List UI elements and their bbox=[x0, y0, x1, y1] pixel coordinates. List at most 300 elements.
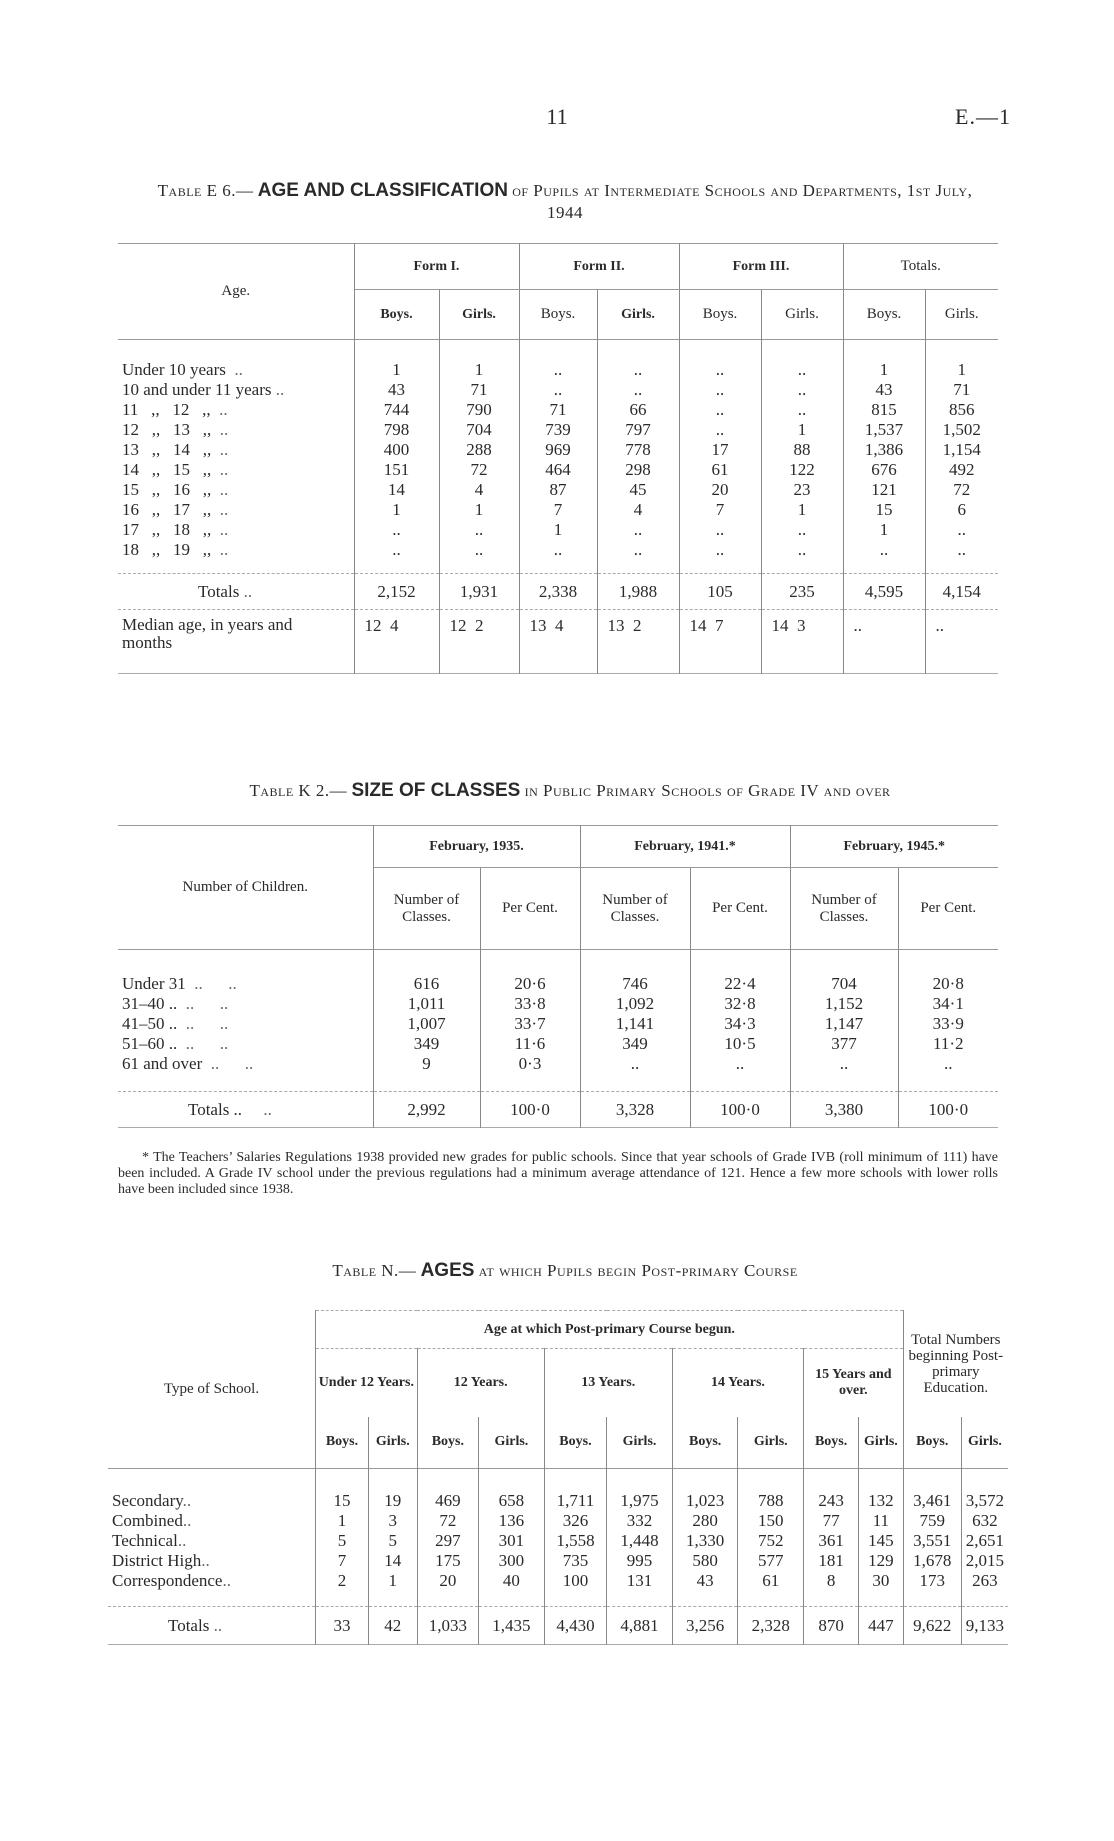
table-cell: 632 bbox=[972, 1510, 998, 1530]
spacer-cell bbox=[354, 560, 439, 574]
table-cell: 1 bbox=[439, 500, 519, 520]
table-cell: 121 bbox=[843, 480, 925, 500]
row-label-text: Secondary bbox=[112, 1490, 183, 1510]
table-cell: .. bbox=[761, 520, 843, 540]
row-label-dots: .. bbox=[201, 1550, 210, 1570]
table-cell: 288 bbox=[439, 440, 519, 460]
table-cell: .. bbox=[439, 540, 519, 560]
table-e6-group-header: Totals. bbox=[843, 244, 998, 290]
table-n-sub-header: Girls. bbox=[479, 1417, 545, 1469]
table-cell: 23 bbox=[761, 480, 843, 500]
table-cell: 1,711 bbox=[544, 1491, 606, 1511]
table-row bbox=[108, 1511, 1008, 1531]
table-cell: 87 bbox=[519, 480, 597, 500]
table-k2-group-header: February, 1945.* bbox=[790, 826, 998, 868]
table-n bbox=[108, 1310, 1008, 1645]
table-cell: 969 bbox=[519, 440, 597, 460]
table-cell: 361 bbox=[804, 1531, 859, 1551]
median-row bbox=[118, 610, 998, 674]
row-label bbox=[118, 380, 354, 400]
totals-cell: 1,931 bbox=[439, 574, 519, 610]
table-cell: 1 bbox=[761, 420, 843, 440]
table-n-sub-header: Girls. bbox=[607, 1417, 673, 1469]
table-cell: 1,023 bbox=[672, 1491, 738, 1511]
totals-cell: 100·0 bbox=[690, 1092, 790, 1128]
table-cell: 20·8 bbox=[932, 973, 964, 993]
spacer-cell bbox=[118, 950, 373, 974]
median-cell: .. bbox=[935, 616, 944, 635]
spacer-cell bbox=[898, 1074, 998, 1092]
median-label-line2: months bbox=[122, 633, 173, 652]
table-cell: 1,448 bbox=[607, 1531, 673, 1551]
spacer-cell bbox=[672, 1469, 738, 1491]
totals-cell: 4,881 bbox=[607, 1607, 673, 1645]
table-cell: 145 bbox=[859, 1531, 903, 1551]
table-cell: 1,152 bbox=[790, 994, 898, 1014]
table-cell: 1,502 bbox=[942, 419, 981, 439]
totals-cell: 2,152 bbox=[354, 574, 439, 610]
totals-label-dots: .. bbox=[213, 1615, 223, 1635]
median-cell: 12 4 bbox=[354, 610, 439, 674]
table-cell: 40 bbox=[479, 1571, 545, 1591]
row-label-text: 16 ,, 17 ,, bbox=[122, 499, 212, 519]
totals-row bbox=[118, 1092, 998, 1128]
spacer-cell bbox=[108, 1469, 316, 1491]
table-cell: 1 bbox=[368, 1571, 417, 1591]
totals-cell: 2,328 bbox=[738, 1607, 804, 1645]
table-cell: 77 bbox=[804, 1511, 859, 1531]
table-k2 bbox=[118, 825, 998, 1128]
table-row bbox=[118, 1034, 998, 1054]
totals-cell: 2,992 bbox=[373, 1092, 480, 1128]
table-cell: 2,015 bbox=[965, 1550, 1005, 1570]
table-cell: .. bbox=[519, 360, 597, 380]
table-cell: 298 bbox=[597, 460, 679, 480]
table-row bbox=[118, 974, 998, 994]
table-n-sub-header: Girls. bbox=[738, 1417, 804, 1469]
row-label-text: 12 ,, 13 ,, bbox=[122, 419, 212, 439]
table-e6-sub-header: Boys. bbox=[354, 290, 439, 340]
table-e6-caption-bold: AGE AND CLASSIFICATION bbox=[257, 180, 508, 201]
spacer-cell bbox=[519, 560, 597, 574]
spacer-cell bbox=[479, 1591, 545, 1607]
row-label bbox=[118, 500, 354, 520]
spacer-cell bbox=[898, 950, 998, 974]
table-row bbox=[118, 1054, 998, 1074]
table-row bbox=[118, 460, 998, 480]
table-cell: 297 bbox=[417, 1531, 478, 1551]
totals-cell: 42 bbox=[368, 1607, 417, 1645]
spacer-cell bbox=[118, 1074, 373, 1092]
table-cell: .. bbox=[597, 380, 679, 400]
median-cell: 13 2 bbox=[597, 610, 679, 674]
spacer-cell bbox=[519, 340, 597, 360]
table-k2-group-header: February, 1941.* bbox=[580, 826, 790, 868]
table-cell: 175 bbox=[417, 1551, 478, 1571]
table-cell: 746 bbox=[580, 974, 690, 994]
table-cell: 0·3 bbox=[480, 1054, 580, 1074]
table-e6-caption bbox=[150, 180, 980, 224]
spacer-cell bbox=[118, 560, 354, 574]
spacer-cell bbox=[580, 950, 690, 974]
table-k2-sub-header: Number of Classes. bbox=[580, 868, 690, 950]
table-cell: 735 bbox=[544, 1551, 606, 1571]
table-cell: 15 bbox=[316, 1491, 369, 1511]
table-cell: 815 bbox=[843, 400, 925, 420]
table-e6-group-header: Form I. bbox=[354, 244, 519, 290]
table-cell: 43 bbox=[672, 1571, 738, 1591]
table-row bbox=[118, 380, 998, 400]
table-k2-row-header: Number of Children. bbox=[118, 826, 373, 950]
table-n-caption bbox=[150, 1260, 980, 1282]
table-cell: .. bbox=[790, 1054, 898, 1074]
row-label-text: 14 ,, 15 ,, bbox=[122, 459, 212, 479]
totals-cell: 2,338 bbox=[519, 574, 597, 610]
table-e6-caption-prefix: Table E 6.— bbox=[157, 181, 254, 200]
table-cell: .. bbox=[679, 400, 761, 420]
row-label-text: Under 31 bbox=[122, 973, 186, 993]
table-e6-sub-header: Girls. bbox=[597, 290, 679, 340]
table-cell: 3,551 bbox=[903, 1531, 961, 1551]
row-label bbox=[118, 1034, 373, 1054]
table-e6-sub-header: Girls. bbox=[439, 290, 519, 340]
table-cell: 88 bbox=[761, 440, 843, 460]
totals-label bbox=[118, 1092, 373, 1128]
table-cell: .. bbox=[761, 380, 843, 400]
table-cell: 349 bbox=[580, 1034, 690, 1054]
table-cell: .. bbox=[580, 1054, 690, 1074]
table-cell: .. bbox=[679, 360, 761, 380]
spacer-cell bbox=[597, 560, 679, 574]
table-cell: 464 bbox=[519, 460, 597, 480]
spacer-cell bbox=[417, 1469, 478, 1491]
table-n-sub-header: Girls. bbox=[368, 1417, 417, 1469]
table-k2-caption-bold: SIZE OF CLASSES bbox=[351, 780, 521, 801]
row-label-text: Technical bbox=[112, 1530, 178, 1550]
totals-label-dots: .. bbox=[246, 1099, 272, 1119]
table-cell: .. bbox=[354, 540, 439, 560]
table-cell: 1 bbox=[843, 360, 925, 380]
table-cell: 1,007 bbox=[373, 1014, 480, 1034]
table-cell: 300 bbox=[479, 1551, 545, 1571]
table-n-sub-header: Girls. bbox=[859, 1417, 903, 1469]
spacer-cell bbox=[790, 1074, 898, 1092]
row-label-text: 10 and under 11 years bbox=[122, 379, 272, 399]
table-row bbox=[118, 480, 998, 500]
table-cell: 580 bbox=[672, 1551, 738, 1571]
table-n-caption-rest: at which Pupils begin Post-primary Course bbox=[478, 1261, 798, 1280]
table-k2-body bbox=[118, 950, 998, 1128]
table-cell: 658 bbox=[479, 1491, 545, 1511]
row-label-text: District High bbox=[112, 1550, 202, 1570]
table-cell: 11 bbox=[859, 1511, 903, 1531]
table-e6-age-header: Age. bbox=[118, 244, 354, 340]
table-k2-sub-header: Per Cent. bbox=[920, 900, 977, 916]
table-n-sub-header: Boys. bbox=[316, 1417, 369, 1469]
spacer-cell bbox=[804, 1591, 859, 1607]
spacer-cell bbox=[859, 1469, 903, 1491]
table-cell: 15 bbox=[843, 500, 925, 520]
spacer-cell bbox=[316, 1469, 369, 1491]
row-label-text: 31–40 .. bbox=[122, 993, 178, 1013]
table-cell: 7 bbox=[679, 500, 761, 520]
table-cell: 790 bbox=[439, 400, 519, 420]
table-e6-group-header: Form III. bbox=[679, 244, 843, 290]
table-cell: 22·4 bbox=[690, 974, 790, 994]
table-cell: .. bbox=[944, 1053, 953, 1073]
spacer-row bbox=[108, 1591, 1008, 1607]
row-label-dots: .. bbox=[225, 359, 243, 379]
table-cell: 788 bbox=[738, 1491, 804, 1511]
table-cell: .. bbox=[519, 380, 597, 400]
totals-cell: 100·0 bbox=[928, 1099, 969, 1119]
table-row bbox=[108, 1571, 1008, 1591]
table-cell: .. bbox=[679, 540, 761, 560]
table-cell: 349 bbox=[373, 1034, 480, 1054]
table-cell: 778 bbox=[597, 440, 679, 460]
table-k2-caption-rest: in Public Primary Schools of Grade IV and over bbox=[524, 781, 891, 800]
table-cell: 856 bbox=[949, 399, 975, 419]
table-n-group-header: Under 12 Years. bbox=[316, 1349, 418, 1417]
table-cell: 5 bbox=[368, 1531, 417, 1551]
spacer-cell bbox=[479, 1469, 545, 1491]
table-cell: 1 bbox=[316, 1511, 369, 1531]
table-cell: 136 bbox=[479, 1511, 545, 1531]
table-cell: 1,386 bbox=[843, 440, 925, 460]
spacer-cell bbox=[480, 1074, 580, 1092]
totals-cell: 3,256 bbox=[672, 1607, 738, 1645]
totals-cell: 4,430 bbox=[544, 1607, 606, 1645]
table-cell: 301 bbox=[479, 1531, 545, 1551]
table-cell: 20 bbox=[679, 480, 761, 500]
row-label bbox=[118, 1054, 373, 1074]
table-n-caption-bold: AGES bbox=[420, 1260, 475, 1281]
row-label bbox=[108, 1511, 316, 1531]
spacer-cell bbox=[761, 340, 843, 360]
totals-label-text: Totals bbox=[198, 581, 240, 601]
row-label bbox=[118, 460, 354, 480]
spacer-cell bbox=[108, 1591, 316, 1607]
table-cell: .. bbox=[679, 380, 761, 400]
median-label bbox=[118, 610, 354, 674]
table-cell: 20·6 bbox=[480, 974, 580, 994]
table-cell: 577 bbox=[738, 1551, 804, 1571]
row-label-dots: .. bbox=[211, 479, 229, 499]
table-n-sub-header: Boys. bbox=[544, 1417, 606, 1469]
table-row bbox=[118, 420, 998, 440]
row-label bbox=[118, 994, 373, 1014]
median-label-line1: Median age, in years and bbox=[122, 615, 293, 634]
table-cell: 71 bbox=[439, 380, 519, 400]
spacer-row bbox=[118, 1074, 998, 1092]
table-cell: 1 bbox=[354, 360, 439, 380]
table-cell: 66 bbox=[597, 400, 679, 420]
table-cell: 752 bbox=[738, 1531, 804, 1551]
table-cell: 10·5 bbox=[690, 1034, 790, 1054]
totals-label-text: Totals .. bbox=[188, 1099, 243, 1119]
table-cell: 3,461 bbox=[903, 1491, 961, 1511]
spacer-cell bbox=[738, 1469, 804, 1491]
row-label-text: 61 and over bbox=[122, 1053, 203, 1073]
table-cell: 7 bbox=[519, 500, 597, 520]
spacer-cell bbox=[690, 950, 790, 974]
table-cell: 71 bbox=[519, 400, 597, 420]
table-cell: 1,092 bbox=[580, 994, 690, 1014]
row-label-text: Combined bbox=[112, 1510, 183, 1530]
table-k2-group-header: February, 1935. bbox=[373, 826, 580, 868]
table-k2-caption-prefix: Table K 2.— bbox=[249, 781, 348, 800]
row-label bbox=[118, 520, 354, 540]
table-cell: 8 bbox=[804, 1571, 859, 1591]
table-cell: 1,678 bbox=[903, 1551, 961, 1571]
totals-cell: 9,133 bbox=[965, 1615, 1005, 1635]
spacer-cell bbox=[903, 1469, 961, 1491]
table-row bbox=[118, 500, 998, 520]
spacer-cell bbox=[607, 1469, 673, 1491]
row-label bbox=[118, 440, 354, 460]
table-cell: 19 bbox=[368, 1491, 417, 1511]
row-label-text: 18 ,, 19 ,, bbox=[122, 539, 212, 559]
table-k2-sub-header: Per Cent. bbox=[480, 868, 580, 950]
table-e6-sub-header: Boys. bbox=[519, 290, 597, 340]
table-cell: 20 bbox=[417, 1571, 478, 1591]
spacer-cell bbox=[544, 1591, 606, 1607]
table-cell: 45 bbox=[597, 480, 679, 500]
row-label-dots: .. bbox=[211, 439, 229, 459]
spacer-cell bbox=[118, 340, 354, 360]
spacer-row bbox=[118, 950, 998, 974]
table-cell: 34·1 bbox=[932, 993, 964, 1013]
row-label bbox=[118, 480, 354, 500]
spacer-row bbox=[108, 1469, 1008, 1491]
table-cell: 181 bbox=[804, 1551, 859, 1571]
table-n-caption-prefix: Table N.— bbox=[332, 1261, 417, 1280]
median-cell: 14 7 bbox=[679, 610, 761, 674]
row-label-dots: .. bbox=[211, 459, 229, 479]
spacer-cell bbox=[417, 1591, 478, 1607]
table-n-sub-header: Boys. bbox=[804, 1417, 859, 1469]
median-cell: 14 3 bbox=[761, 610, 843, 674]
row-label-text: Correspondence bbox=[112, 1570, 223, 1590]
table-n-group-header: 12 Years. bbox=[417, 1349, 544, 1417]
spacer-cell bbox=[368, 1591, 417, 1607]
table-n-group-header: 15 Years and over. bbox=[804, 1349, 904, 1417]
table-e6 bbox=[118, 243, 998, 674]
row-label bbox=[118, 540, 354, 560]
spacer-cell bbox=[368, 1469, 417, 1491]
spacer-cell bbox=[679, 560, 761, 574]
totals-cell: 4,595 bbox=[843, 574, 925, 610]
table-e6-sub-header: Boys. bbox=[679, 290, 761, 340]
row-label-dots: .. bbox=[211, 539, 229, 559]
spacer-cell bbox=[925, 560, 998, 574]
table-cell: 616 bbox=[373, 974, 480, 994]
spacer-cell bbox=[544, 1469, 606, 1491]
totals-cell: 1,435 bbox=[479, 1607, 545, 1645]
totals-cell: 100·0 bbox=[480, 1092, 580, 1128]
table-e6-sub-header: Boys. bbox=[843, 290, 925, 340]
table-cell: 61 bbox=[738, 1571, 804, 1591]
table-row bbox=[108, 1531, 1008, 1551]
table-n-body bbox=[108, 1469, 1008, 1645]
table-cell: 3 bbox=[368, 1511, 417, 1531]
table-cell: .. bbox=[957, 519, 966, 539]
table-cell: 744 bbox=[354, 400, 439, 420]
table-row bbox=[108, 1551, 1008, 1571]
spacer-cell bbox=[373, 1074, 480, 1092]
row-label bbox=[108, 1571, 316, 1591]
spacer-row bbox=[118, 340, 998, 360]
table-cell: .. bbox=[957, 539, 966, 559]
table-cell: .. bbox=[761, 540, 843, 560]
table-n-super-header: Age at which Post-primary Course begun. bbox=[316, 1311, 904, 1349]
table-cell: 34·3 bbox=[690, 1014, 790, 1034]
table-cell: 1 bbox=[439, 360, 519, 380]
table-row bbox=[118, 440, 998, 460]
table-row bbox=[118, 994, 998, 1014]
table-cell: 739 bbox=[519, 420, 597, 440]
table-cell: 6 bbox=[957, 499, 966, 519]
spacer-cell bbox=[790, 950, 898, 974]
table-cell: 1 bbox=[957, 359, 966, 379]
spacer-cell bbox=[679, 340, 761, 360]
totals-cell: 105 bbox=[679, 574, 761, 610]
totals-cell: 1,988 bbox=[597, 574, 679, 610]
table-cell: .. bbox=[679, 520, 761, 540]
median-cell: 12 2 bbox=[439, 610, 519, 674]
table-cell: 131 bbox=[607, 1571, 673, 1591]
spacer-cell bbox=[903, 1591, 961, 1607]
table-cell: 1,558 bbox=[544, 1531, 606, 1551]
row-label-dots: .. .. bbox=[202, 1053, 254, 1073]
row-label-dots: .. bbox=[211, 519, 229, 539]
table-cell: 33·8 bbox=[480, 994, 580, 1014]
table-cell: 1,975 bbox=[607, 1491, 673, 1511]
table-cell: 1 bbox=[761, 500, 843, 520]
table-cell: .. bbox=[439, 520, 519, 540]
table-n-sub-header: Girls. bbox=[968, 1434, 1002, 1450]
row-label bbox=[118, 360, 354, 380]
table-cell: 704 bbox=[790, 974, 898, 994]
table-n-row-header: Type of School. bbox=[108, 1311, 316, 1469]
totals-cell: 33 bbox=[316, 1607, 369, 1645]
row-label-dots: .. .. bbox=[185, 973, 237, 993]
table-cell: 1,537 bbox=[843, 420, 925, 440]
spacer-cell bbox=[738, 1591, 804, 1607]
table-cell: .. bbox=[679, 420, 761, 440]
totals-cell: 4,154 bbox=[942, 581, 981, 601]
table-row bbox=[108, 1491, 1008, 1511]
table-cell: .. bbox=[354, 520, 439, 540]
spacer-cell bbox=[672, 1591, 738, 1607]
table-cell: 72 bbox=[953, 479, 971, 499]
table-cell: 469 bbox=[417, 1491, 478, 1511]
table-n-sub-header: Boys. bbox=[903, 1417, 961, 1469]
row-label bbox=[118, 420, 354, 440]
table-cell: 3,572 bbox=[965, 1490, 1005, 1510]
table-cell: 995 bbox=[607, 1551, 673, 1571]
table-cell: 32·8 bbox=[690, 994, 790, 1014]
table-cell: 400 bbox=[354, 440, 439, 460]
table-cell: 150 bbox=[738, 1511, 804, 1531]
table-e6-sub-header: Girls. bbox=[761, 290, 843, 340]
table-cell: 492 bbox=[949, 459, 975, 479]
table-cell: 61 bbox=[679, 460, 761, 480]
table-cell: .. bbox=[597, 360, 679, 380]
table-cell: 151 bbox=[354, 460, 439, 480]
spacer-cell bbox=[480, 950, 580, 974]
table-cell: .. bbox=[761, 400, 843, 420]
